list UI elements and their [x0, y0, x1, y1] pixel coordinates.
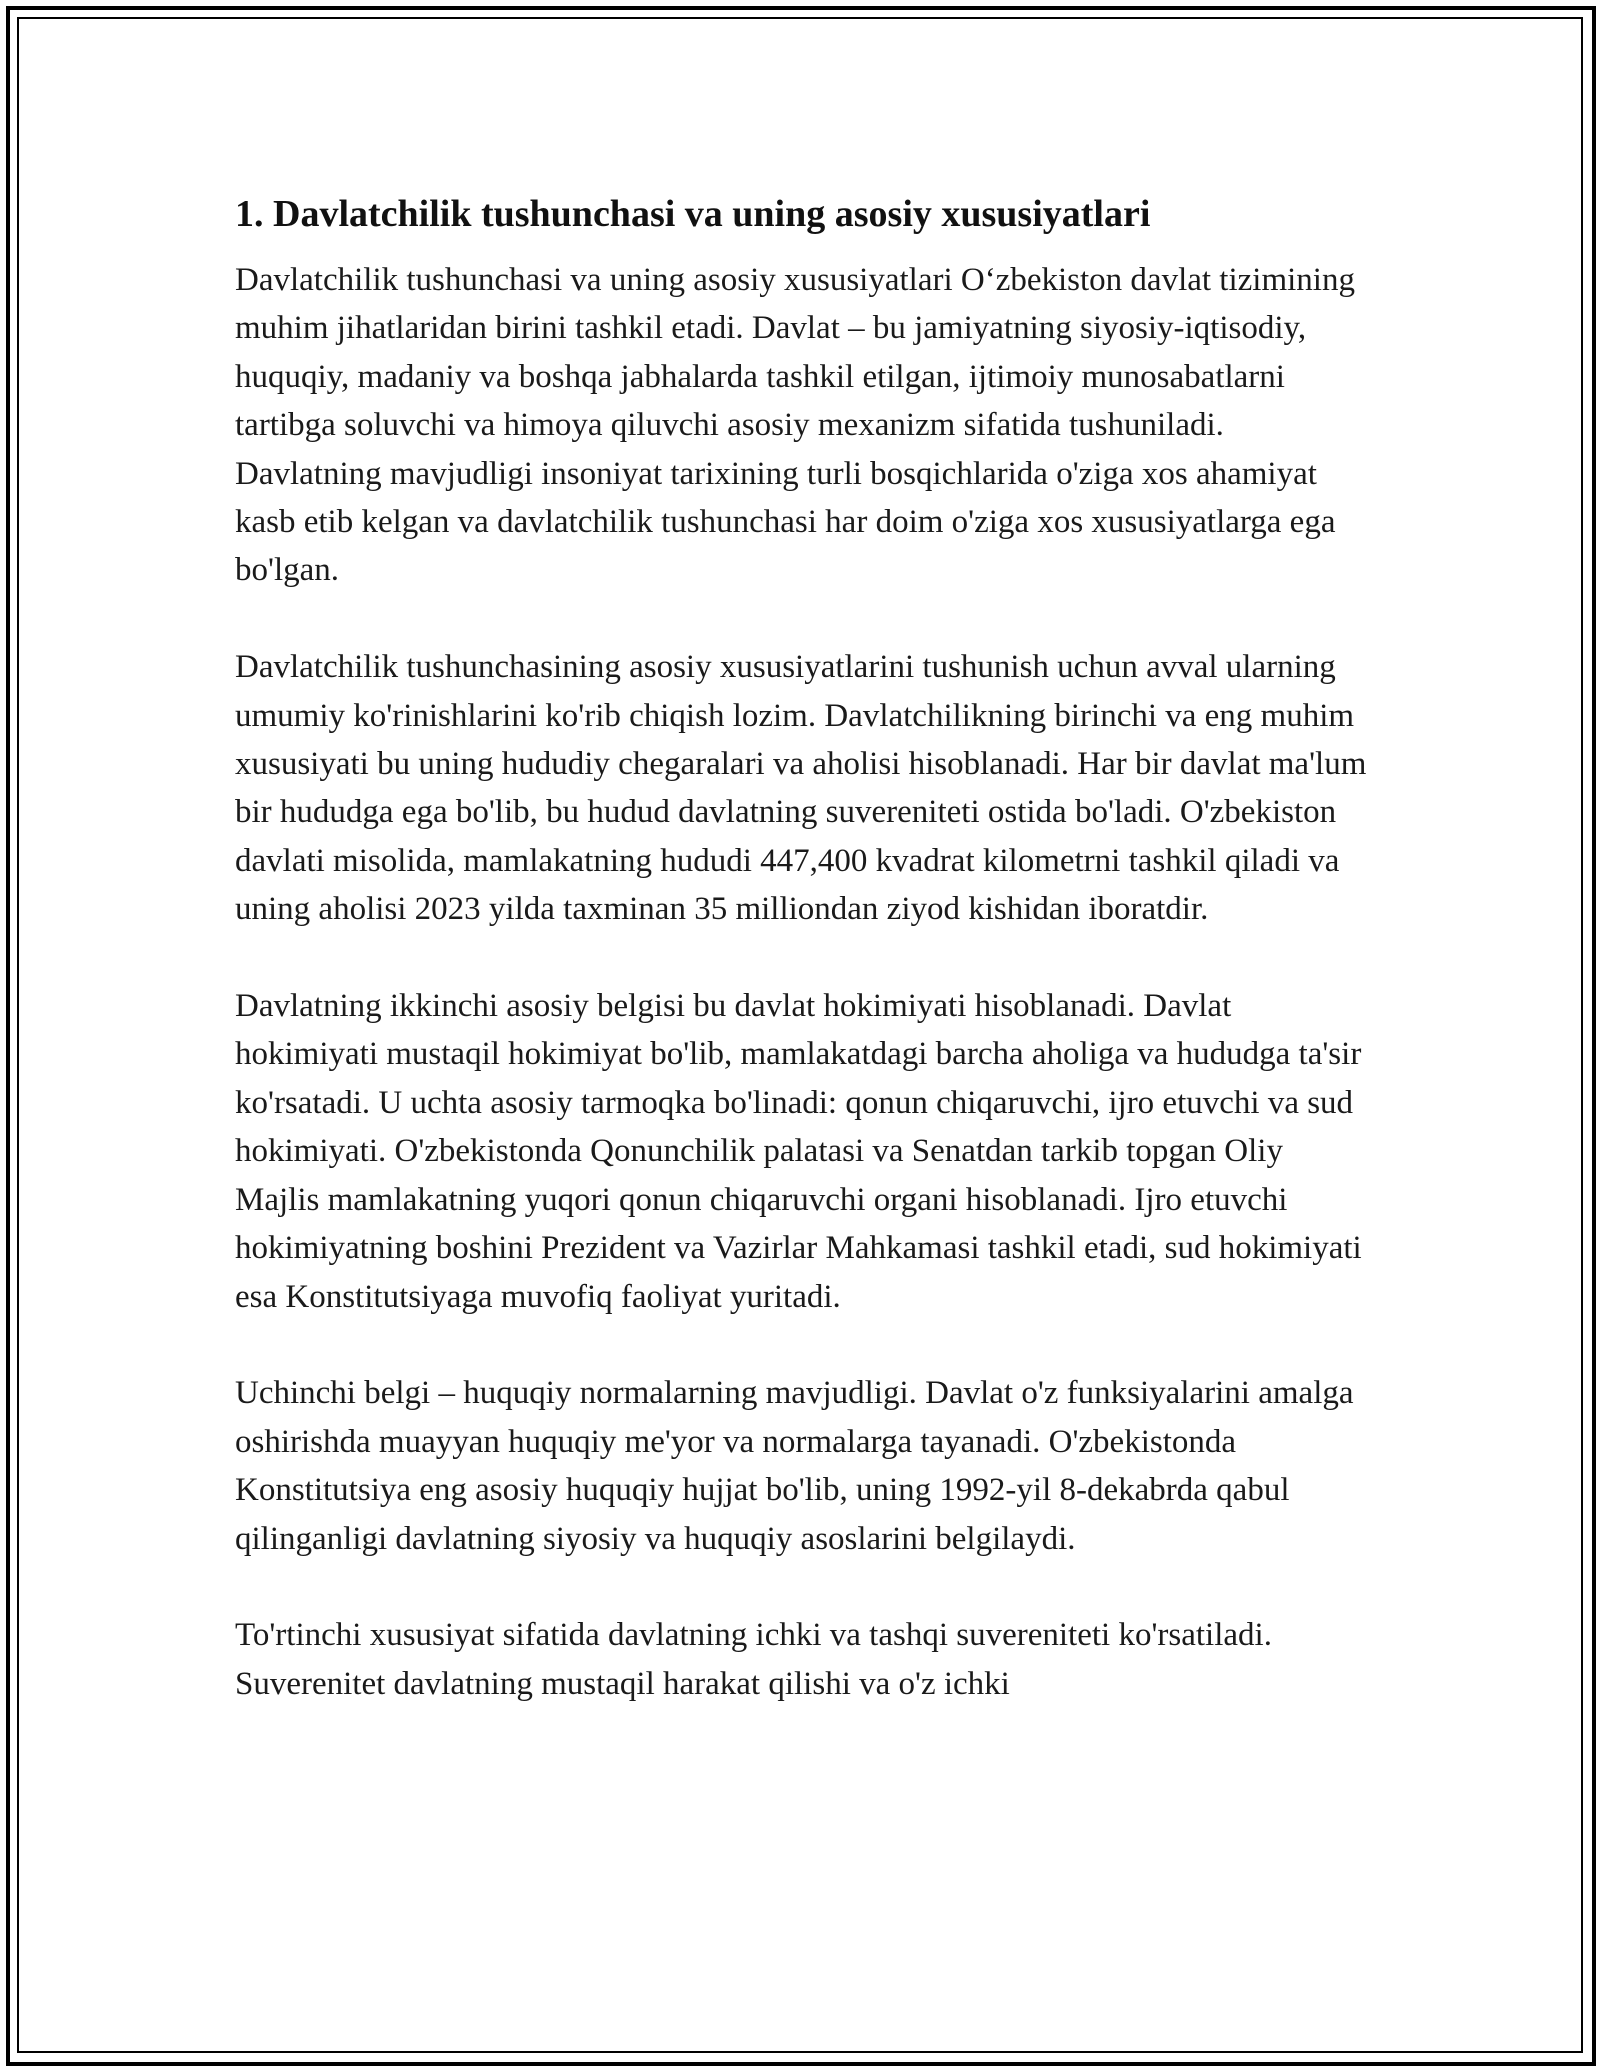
paragraph-2: Davlatchilik tushunchasining asosiy xususiyatlarini tushunish uchun avval ularning umumiy ko'rinishlarini ko'rib chiqish lozim. Davlatchilikning birinchi va eng muhim xususiyati bu uning hududiy chegaralari va aholisi hisoblanadi. Har bir davlat ma'lum bir hududga ega bo'lib, bu hudud davlatning suvereniteti ostida bo'ladi. O'zbekiston davlati misolida, mamlakatning hududi 447,400 kvadrat kilometrni tashkil qiladi va uning aholisi 2023 yilda taxminan 35 milliondan ziyod kishidan iboratdir.	[235, 649, 1367, 928]
document-body	[235, 186, 1370, 1757]
paragraph-1: Davlatchilik tushunchasi va uning asosiy xususiyatlari O‘zbekiston davlat tizimining muhim jihatlaridan birini tashkil etadi. Davlat – bu jamiyatning siyosiy-iqtisodiy, huquqiy, madaniy va boshqa jabhalarda tashkil etilgan, ijtimoiy munosabatlarni tartibga soluvchi va himoya qiluvchi asosiy mexanizm sifatida tushuniladi. Davlatning mavjudligi insoniyat tarixining turli bosqichlarida o'ziga xos ahamiyat kasb etib kelgan va davlatchilik tushunchasi har doim o'ziga xos xususiyatlarga ega bo'lgan.	[235, 262, 1355, 589]
section-heading: 1. Davlatchilik tushunchasi va uning asosiy xususiyatlari	[235, 193, 1151, 235]
paragraph-5: To'rtinchi xususiyat sifatida davlatning ichki va tashqi suvereniteti ko'rsatiladi. Suverenitet davlatning mustaqil harakat qilishi va o'z ichki	[235, 1617, 1272, 1702]
paragraph-4: Uchinchi belgi – huquqiy normalarning mavjudligi. Davlat o'z funksiyalarini amalga oshirishda muayyan huquqiy me'yor va normalarga tayanadi. O'zbekistonda Konstitutsiya eng asosiy huquqiy hujjat bo'lib, uning 1992-yil 8-dekabrda qabul qilinganligi davlatning siyosiy va huquqiy asoslarini belgilaydi.	[235, 1375, 1354, 1557]
paragraph-3: Davlatning ikkinchi asosiy belgisi bu davlat hokimiyati hisoblanadi. Davlat hokimiyati mustaqil hokimiyat bo'lib, mamlakatdagi barcha aholiga va hududga ta'sir ko'rsatadi. U uchta asosiy tarmoqka bo'linadi: qonun chiqaruvchi, ijro etuvchi va sud hokimiyati. O'zbekistonda Qonunchilik palatasi va Senatdan tarkib topgan Oliy Majlis mamlakatning yuqori qonun chiqaruvchi organi hisoblanadi. Ijro etuvchi hokimiyatning boshini Prezident va Vazirlar Mahkamasi tashkil etadi, sud hokimiyati esa Konstitutsiyaga muvofiq faoliyat yuritadi.	[235, 988, 1362, 1315]
